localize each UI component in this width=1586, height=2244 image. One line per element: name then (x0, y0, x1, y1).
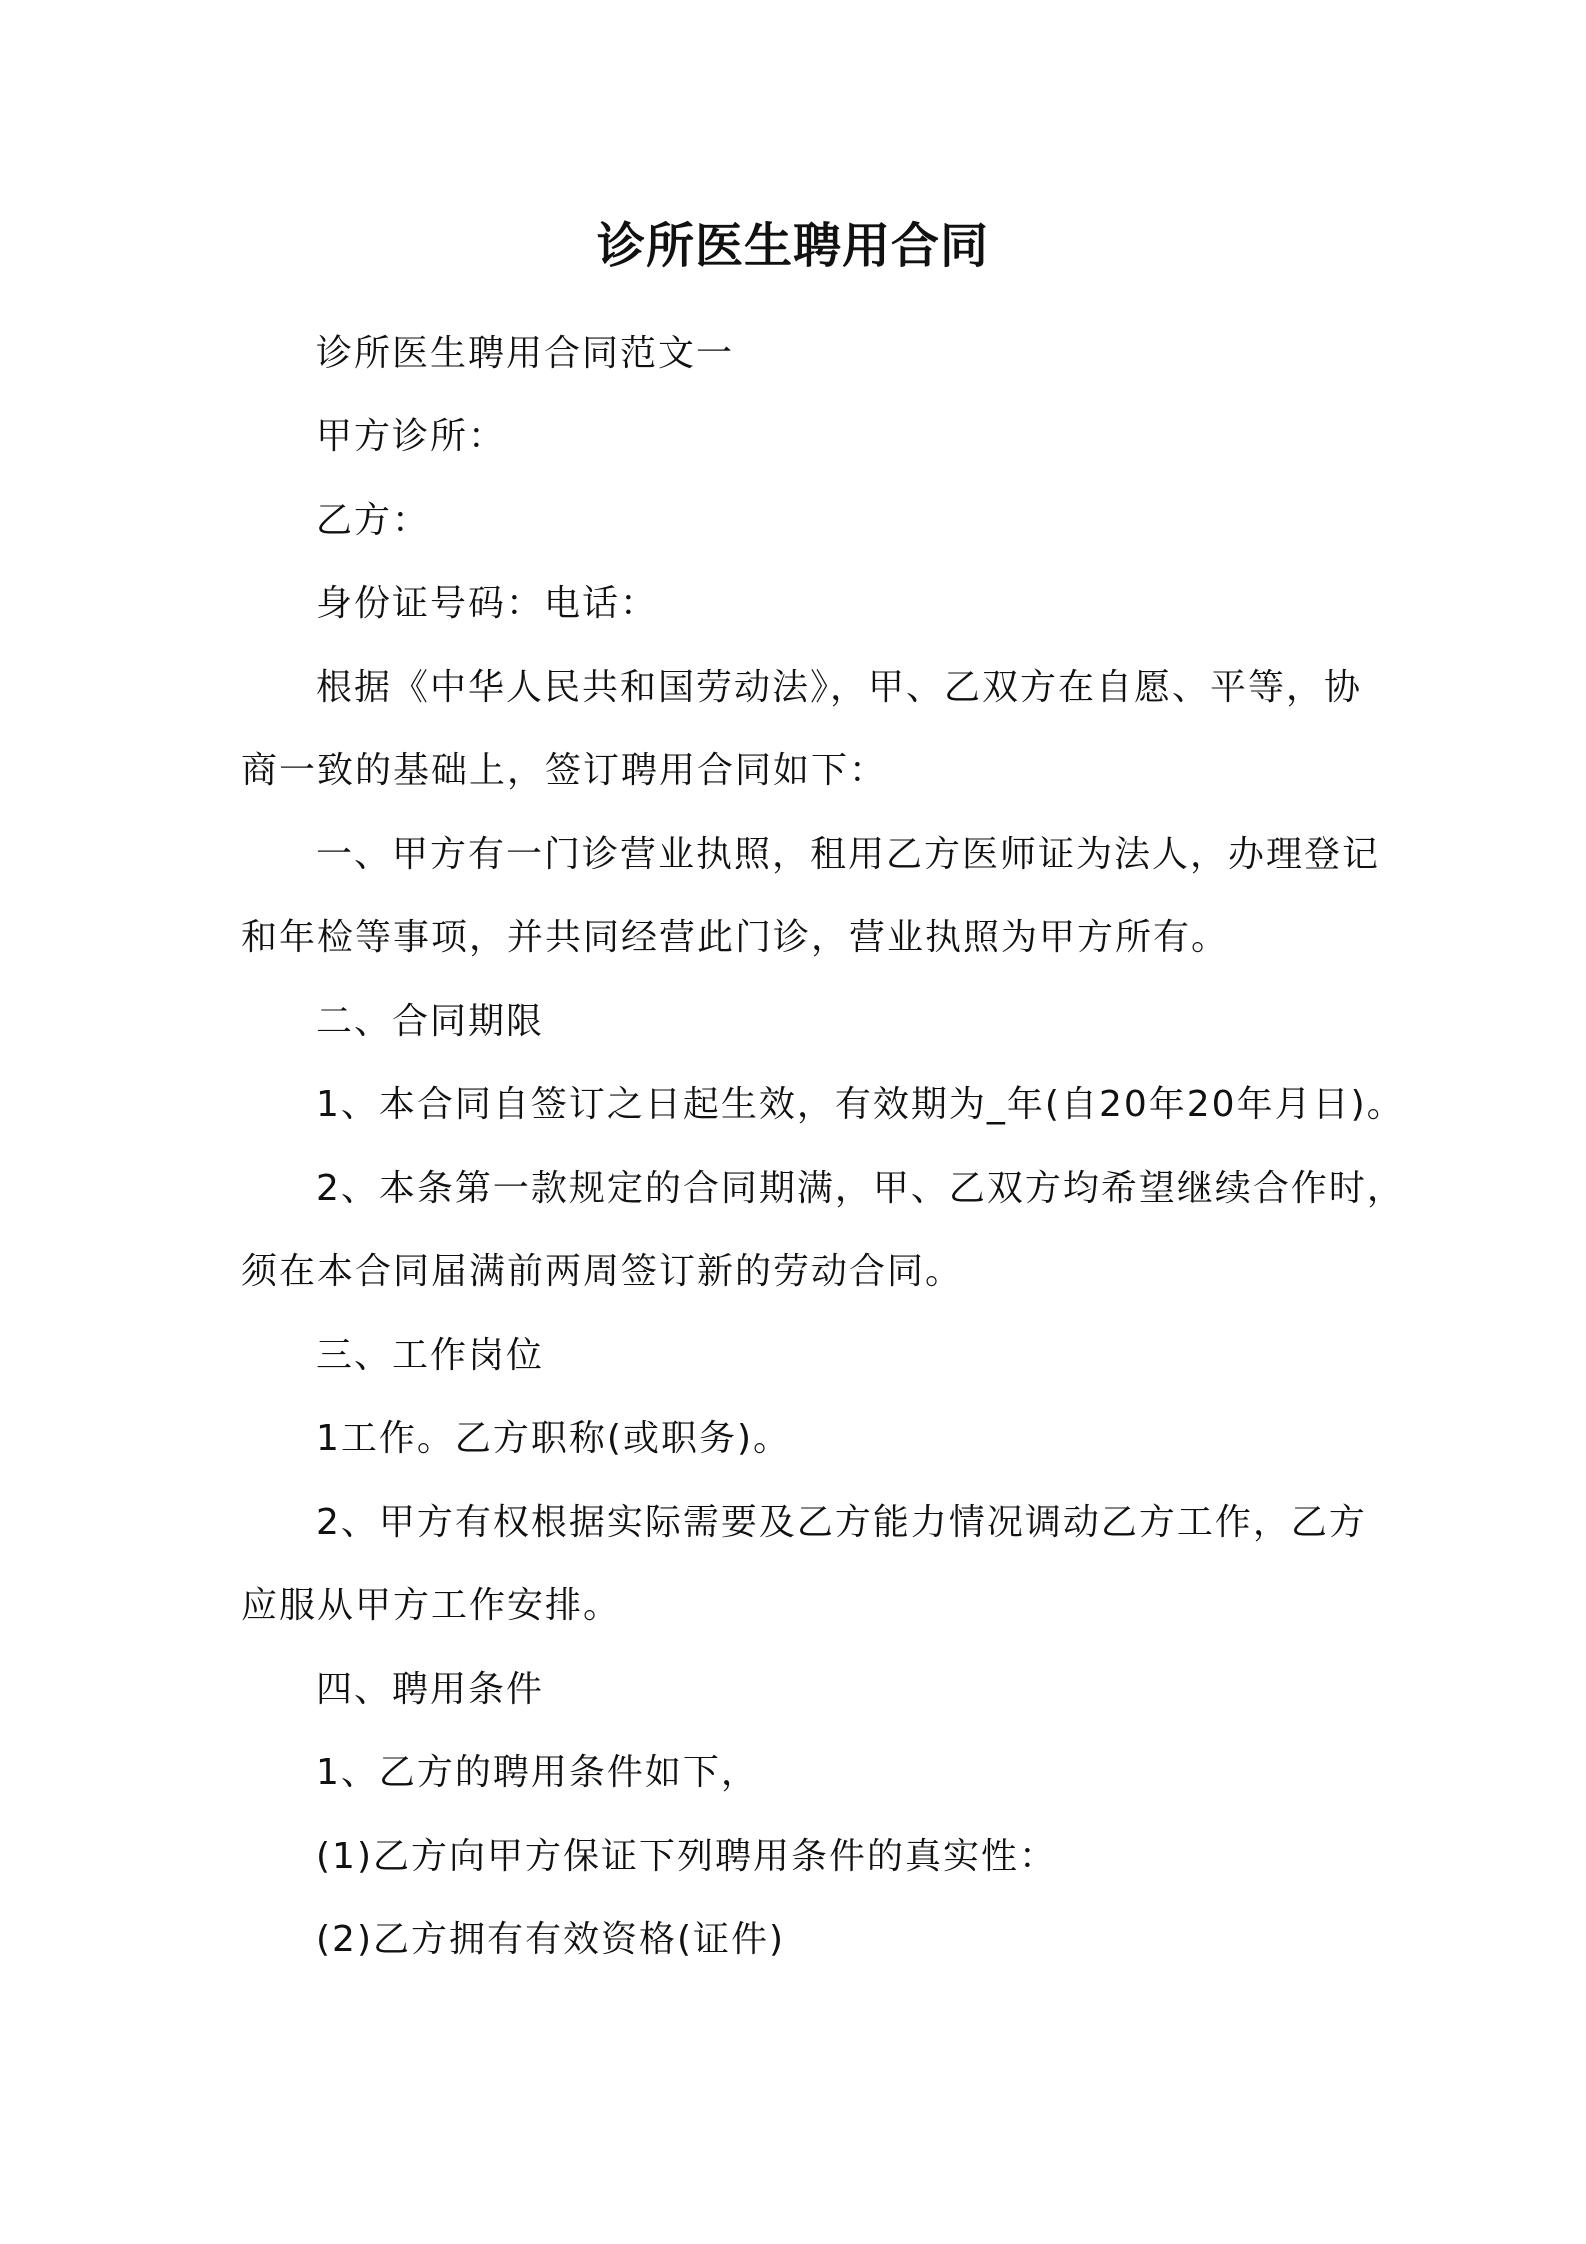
condition-subitem-1: (1)乙方向甲方保证下列聘用条件的真实性： (316, 1836, 1057, 1877)
term-item-1: 1、本合同自签订之日起生效，有效期为_年(自20年20年月日)。 (316, 1084, 1405, 1125)
post-item-1: 1工作。乙方职称(或职务)。 (316, 1418, 791, 1459)
id-phone-line: 身份证号码：电话： (316, 583, 659, 624)
document-title: 诊所医生聘用合同 (596, 218, 989, 274)
section-3-heading: 三、工作岗位 (316, 1335, 545, 1376)
party-b-line: 乙方： (316, 500, 431, 541)
term-item-2-line-1: 2、本条第一款规定的合同期满，甲、乙双方均希望继续合作时， (316, 1168, 1405, 1209)
post-item-2-line-2: 应服从甲方工作安排。 (241, 1585, 622, 1626)
preamble-line-1: 根据《中华人民共和国劳动法》，甲、乙双方在自愿、平等，协 (316, 667, 1363, 708)
condition-subitem-2: (2)乙方拥有有效资格(证件) (316, 1919, 786, 1960)
section-2-heading: 二、合同期限 (316, 1001, 545, 1042)
clause-1-line-1: 一、甲方有一门诊营业执照，租用乙方医师证为法人，办理登记 (316, 834, 1381, 875)
condition-item-1: 1、乙方的聘用条件如下， (316, 1752, 759, 1793)
clause-1-line-2: 和年检等事项，并共同经营此门诊，营业执照为甲方所有。 (241, 917, 1230, 958)
subtitle-line: 诊所医生聘用合同范文一 (316, 333, 735, 374)
preamble-line-2: 商一致的基础上，签订聘用合同如下： (241, 750, 888, 791)
section-4-heading: 四、聘用条件 (316, 1669, 545, 1710)
post-item-2-line-1: 2、甲方有权根据实际需要及乙方能力情况调动乙方工作，乙方 (316, 1502, 1367, 1543)
term-item-2-line-2: 须在本合同届满前两周签订新的劳动合同。 (241, 1251, 964, 1292)
party-a-line: 甲方诊所： (316, 416, 507, 457)
